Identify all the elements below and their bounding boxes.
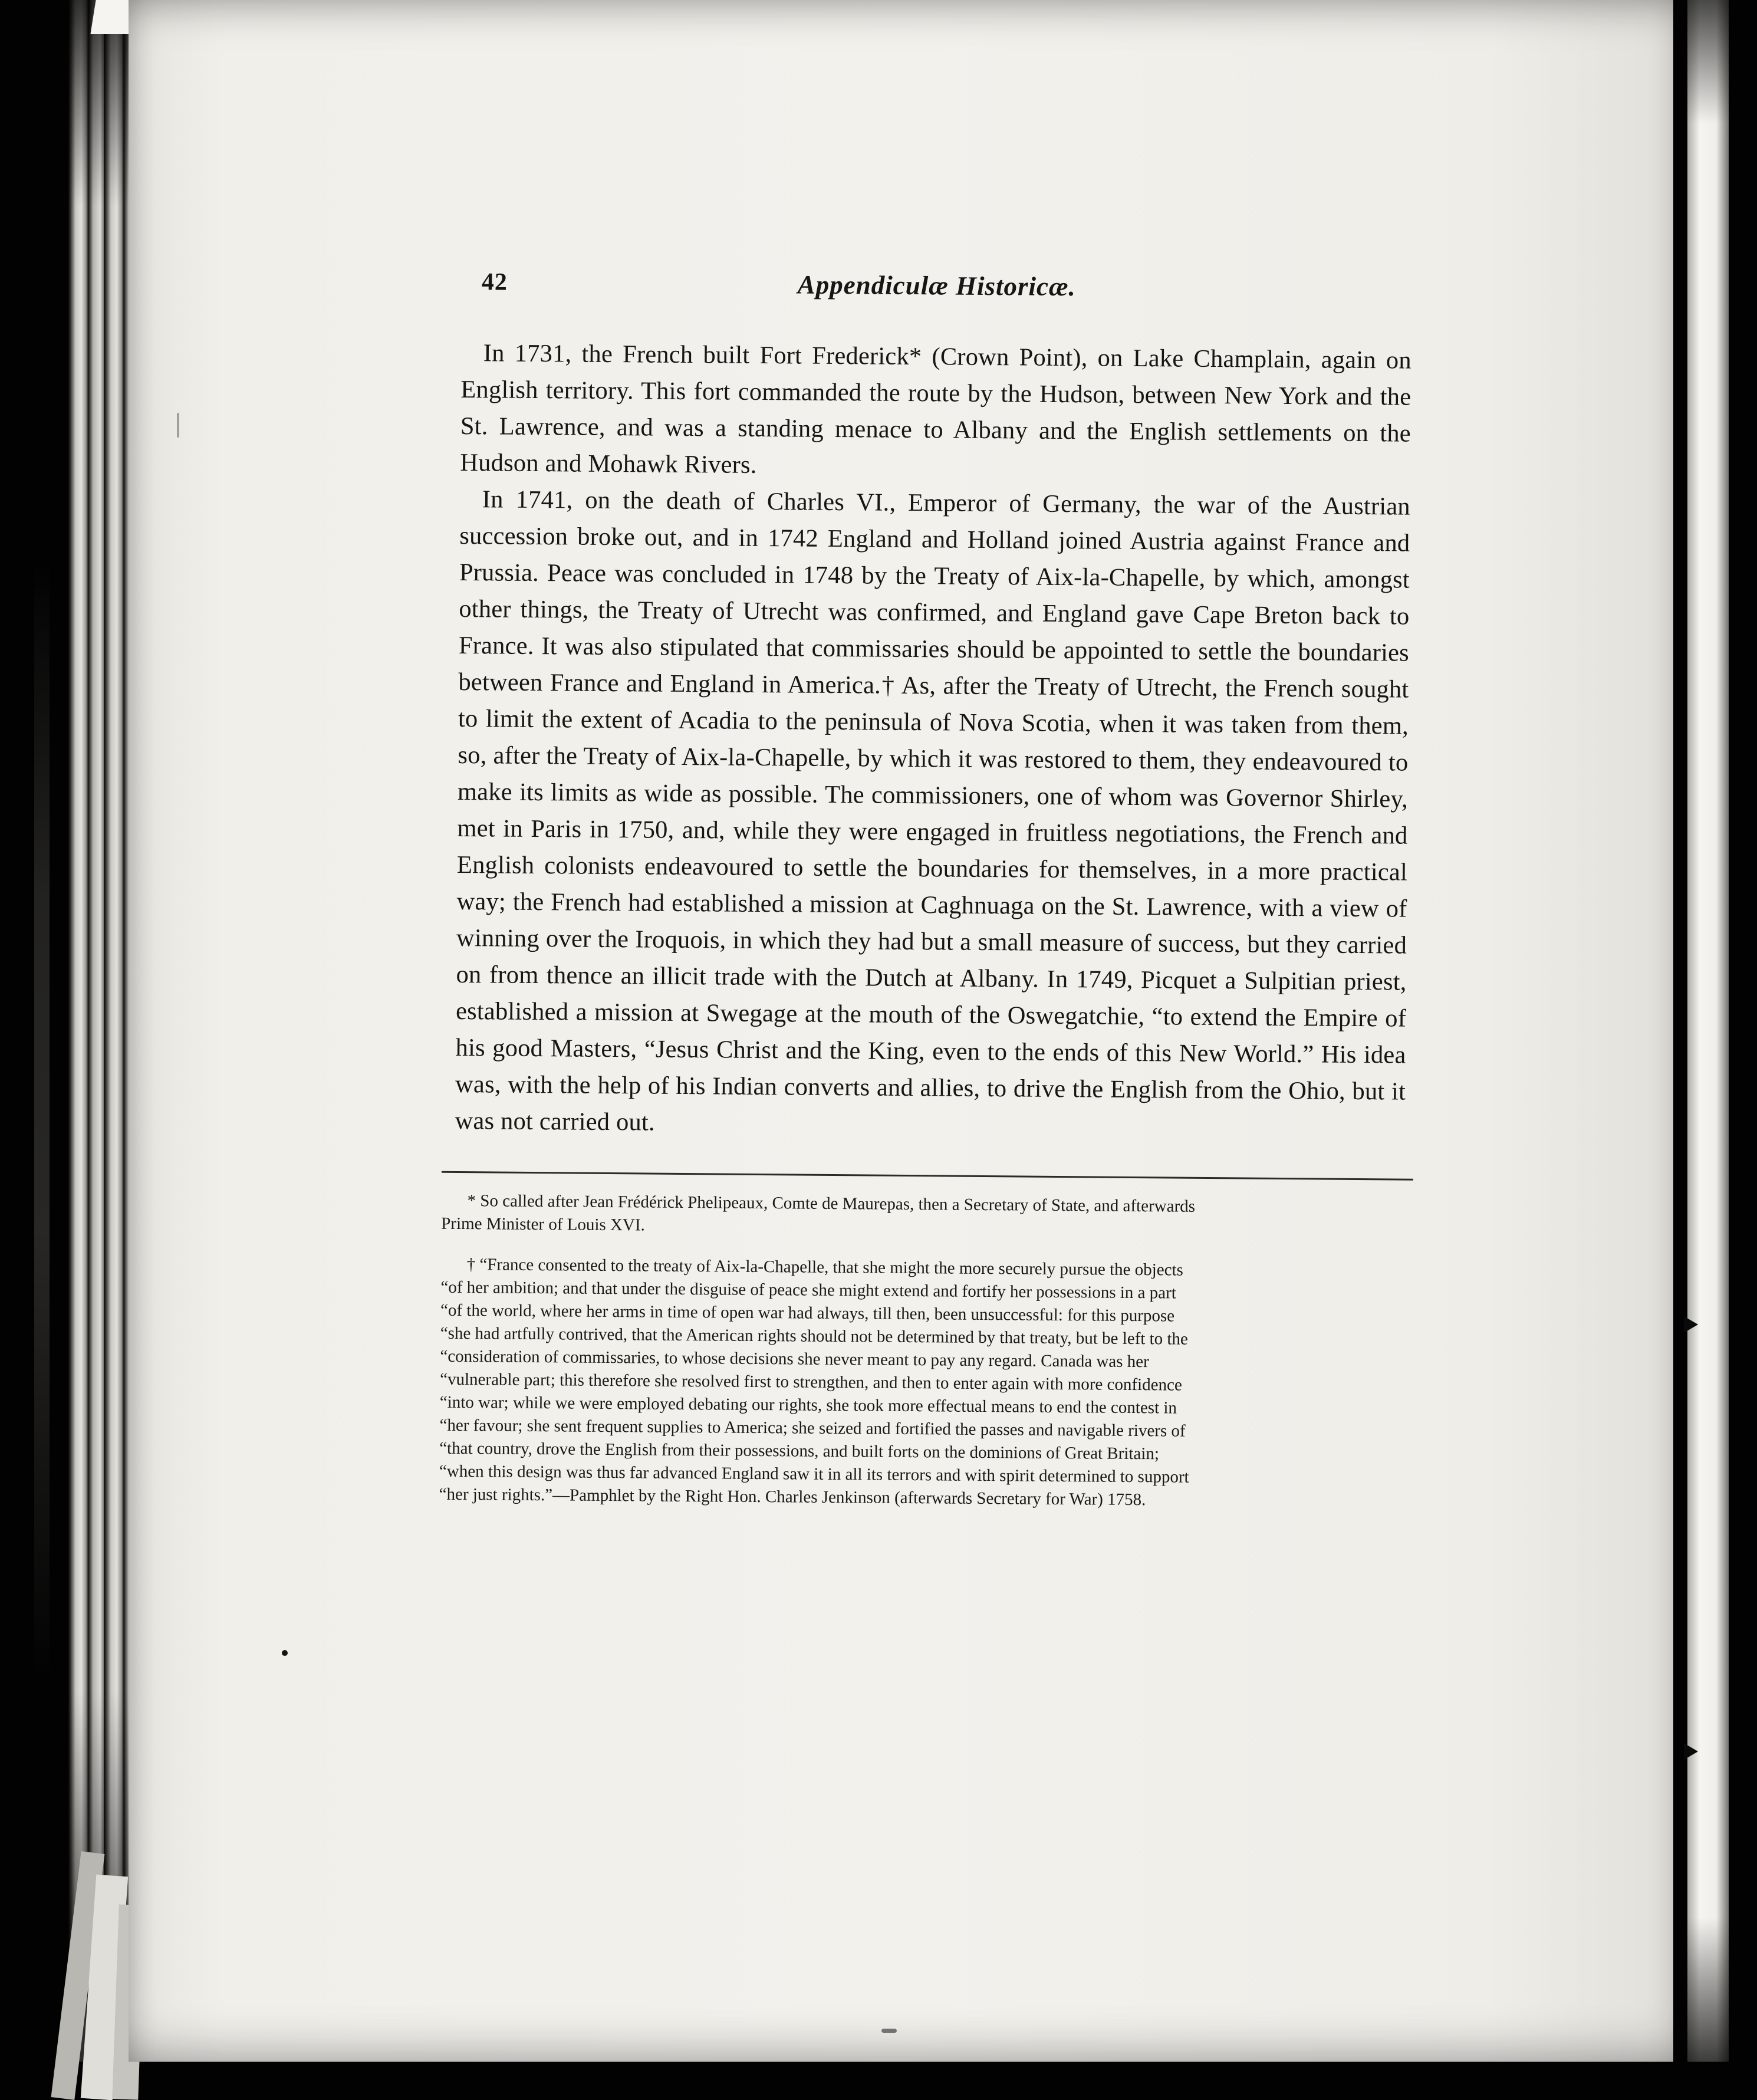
footnote-line: “when this design was thus far advanced England saw it in all its terrors and with spirit determined to support	[439, 1461, 1189, 1487]
footnote-line: “of the world, where her arms in time of open war had always, till then, been unsuccessful: for this purpose	[440, 1300, 1175, 1326]
footnote-line: “of her ambition; and that under the disguise of peace she might extend and fortify her possessions in a part	[440, 1277, 1176, 1303]
body-text	[455, 335, 1411, 1147]
footnotes	[439, 1189, 1404, 1514]
footnote-line: * So called after Jean Frédérick Phelipeaux, Comte de Maurepas, then a Secretary of State, and afterwards	[467, 1191, 1196, 1216]
book-spine-streak	[34, 560, 50, 1681]
footnote-line: “her just rights.”—Pamphlet by the Right Hon. Charles Jenkinson (afterwards Secretary for War) 1758.	[439, 1484, 1146, 1510]
body-paragraph: In 1741, on the death of Charles VI., Emperor of Germany, the war of the Austrian succession broke out, and in 1742 England and Holland joined Austria against France and Prussia. Peace was concluded in 1748 by the Treaty of Aix-la-Chapelle, by which, amongst other things, the Treaty of Utrecht was confirmed, and England gave Cape Breton back to France. It was also stipulated that commissaries should be appointed to settle the boundaries between France and England in America.† As, after the Treaty of Utrecht, the French sought to limit the extent of Acadia to the peninsula of Nova Scotia, when it was taken from them, so, after the Treaty of Aix-la-Chapelle, by which it was restored to them, they endeavoured to make its limits as wide as possible. The commissioners, one of whom was Governor Shirley, met in Paris in 1750, and, while they were engaged in fruitless negotiations, the French and English colonists endeavoured to settle the boundaries for themselves, in a more practical way; the French had established a mission at Caghnuaga on the St. Lawrence, with a view of winning over the Iroquois, in which they had but a small measure of success, but they carried on from thence an illicit trade with the Dutch at Albany. In 1749, Picquet a Sulpitian priest, established a mission at Swegage at the mouth of the Oswegatchie, “to extend the Empire of his good Masters, “Jesus Christ and the King, even to the ends of this New World.” His idea was, with the help of his Indian converts and allies, to drive the English from the Ohio, but it was not carried out.	[455, 485, 1411, 1136]
body-paragraph: In 1731, the French built Fort Frederick* (Crown Point), on Lake Champlain, again on English territory. This fort commanded the route by the Hudson, between New York and the St. Lawrence, and was a standing menace to Albany and the English settlements on the Hudson and Mohawk Rivers.	[460, 339, 1411, 479]
book-left-page-edges	[68, 0, 138, 2062]
footnote-line: “she had artfully contrived, that the American rights should not be determined by that treaty, but be left to the	[440, 1323, 1189, 1349]
footnote-line: “into war; while we were employed debating our rights, she took more effectual means to end the contest in	[439, 1392, 1177, 1418]
footnote-asterisk	[441, 1189, 1405, 1243]
footnote-line: “consideration of commissaries, to whose decisions she never meant to pay any regard. Canada was her	[440, 1346, 1149, 1372]
ink-speck	[177, 413, 179, 438]
page-content	[439, 267, 1411, 1514]
edge-arrow-mark	[1684, 1743, 1698, 1760]
page-paper	[129, 0, 1673, 2062]
footnote-line: “vulnerable part; this therefore she resolved first to strengthen, and then to enter again with more confidence	[440, 1369, 1182, 1395]
running-header: Appendiculæ Historicæ.	[797, 270, 1076, 302]
footnote-dagger	[439, 1253, 1404, 1514]
edge-arrow-mark	[1684, 1316, 1698, 1333]
footnote-line: “that country, drove the English from their possessions, and built forts on the dominions of Great Britain;	[439, 1438, 1160, 1464]
ink-speck	[881, 2029, 897, 2033]
page-number: 42	[481, 268, 508, 296]
ink-speck	[282, 1650, 288, 1656]
footnote-line: “her favour; she sent frequent supplies to America; she seized and fortified the passes and navigable rivers of	[439, 1415, 1186, 1441]
footnote-line: † “France consented to the treaty of Aix-la-Chapelle, that she might the more securely pursue the objects	[466, 1255, 1183, 1280]
footnote-line: Prime Minister of Louis XVI.	[441, 1214, 645, 1235]
footnote-separator-rule	[442, 1171, 1413, 1181]
masthead	[461, 267, 1411, 313]
